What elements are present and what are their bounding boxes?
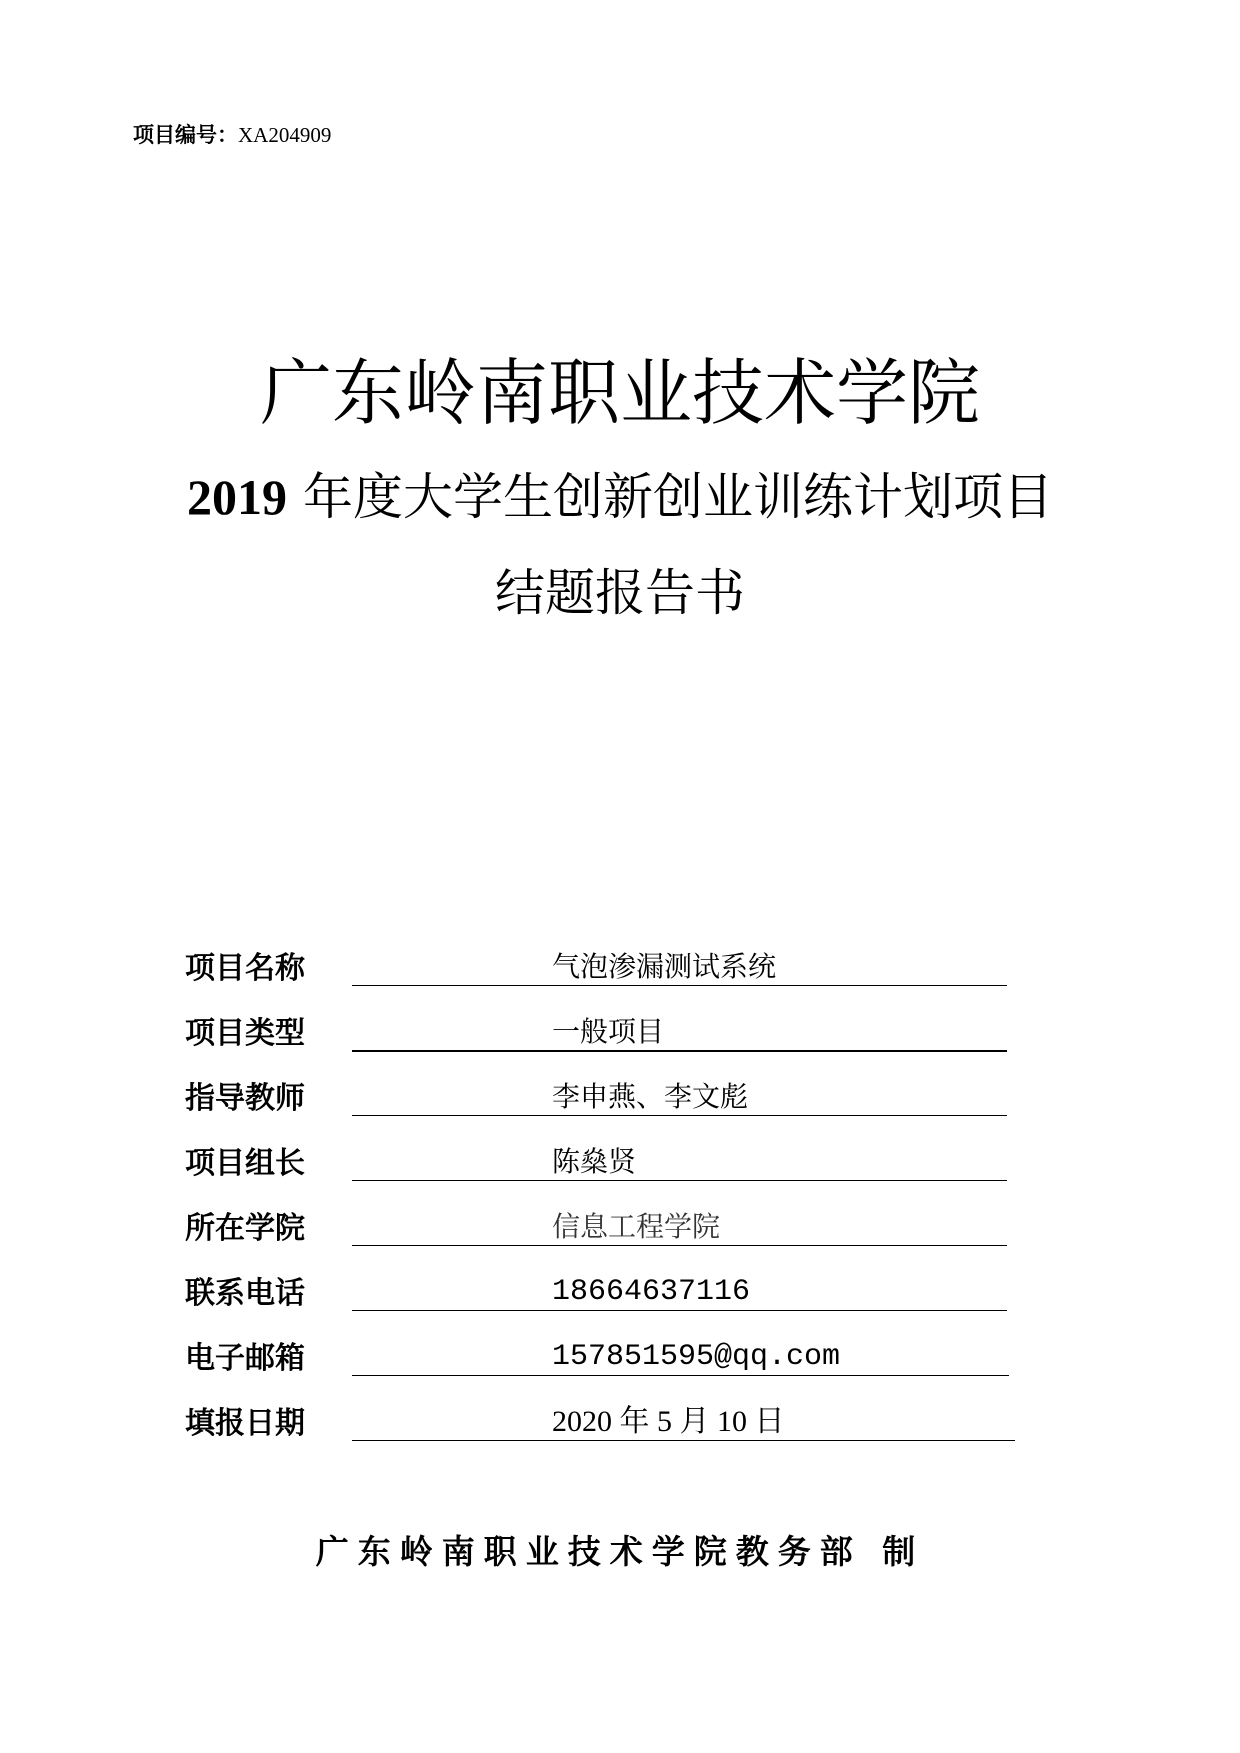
field-label-phone: 联系电话	[185, 1276, 305, 1311]
project-number	[133, 120, 331, 150]
field-line-date	[352, 1440, 1015, 1441]
program-name: 年度大学生创新创业训练计划项目	[287, 468, 1053, 526]
field-value-advisor: 李申燕、李文彪	[552, 1080, 749, 1113]
field-value-team-leader: 陈燊贤	[552, 1145, 637, 1178]
field-value-project-type: 一般项目	[552, 1015, 665, 1048]
field-label-email: 电子邮箱	[185, 1341, 305, 1376]
field-label-advisor: 指导教师	[185, 1081, 305, 1116]
field-line-advisor	[352, 1115, 1007, 1116]
college-title: 广东岭南职业技术学院	[259, 351, 980, 435]
field-line-phone	[352, 1310, 1007, 1311]
field-value-date: 2020 年 5 月 10 日	[552, 1405, 785, 1438]
field-line-project-type	[352, 1050, 1007, 1052]
program-year: 2019	[187, 469, 288, 525]
field-label-date: 填报日期	[185, 1406, 305, 1441]
field-value-project-name: 气泡渗漏测试系统	[552, 950, 777, 983]
project-number-value: XA204909	[238, 123, 332, 147]
program-title	[0, 462, 1240, 532]
field-value-phone: 18664637116	[552, 1275, 751, 1309]
field-line-college	[352, 1245, 1007, 1246]
issuer-footer: 广东岭南职业技术学院教务部 制	[315, 1532, 925, 1571]
field-line-team-leader	[352, 1180, 1007, 1181]
project-number-label: 项目编号：	[133, 123, 238, 147]
field-label-team-leader: 项目组长	[185, 1146, 305, 1181]
field-value-college: 信息工程学院	[552, 1210, 721, 1243]
field-line-email	[352, 1375, 1009, 1376]
field-label-project-name: 项目名称	[185, 951, 305, 986]
report-title: 结题报告书	[495, 564, 745, 622]
field-value-email: 157851595@qq.com	[552, 1340, 841, 1374]
field-label-project-type: 项目类型	[185, 1016, 305, 1051]
field-line-project-name	[352, 985, 1007, 986]
field-label-college: 所在学院	[185, 1211, 305, 1246]
